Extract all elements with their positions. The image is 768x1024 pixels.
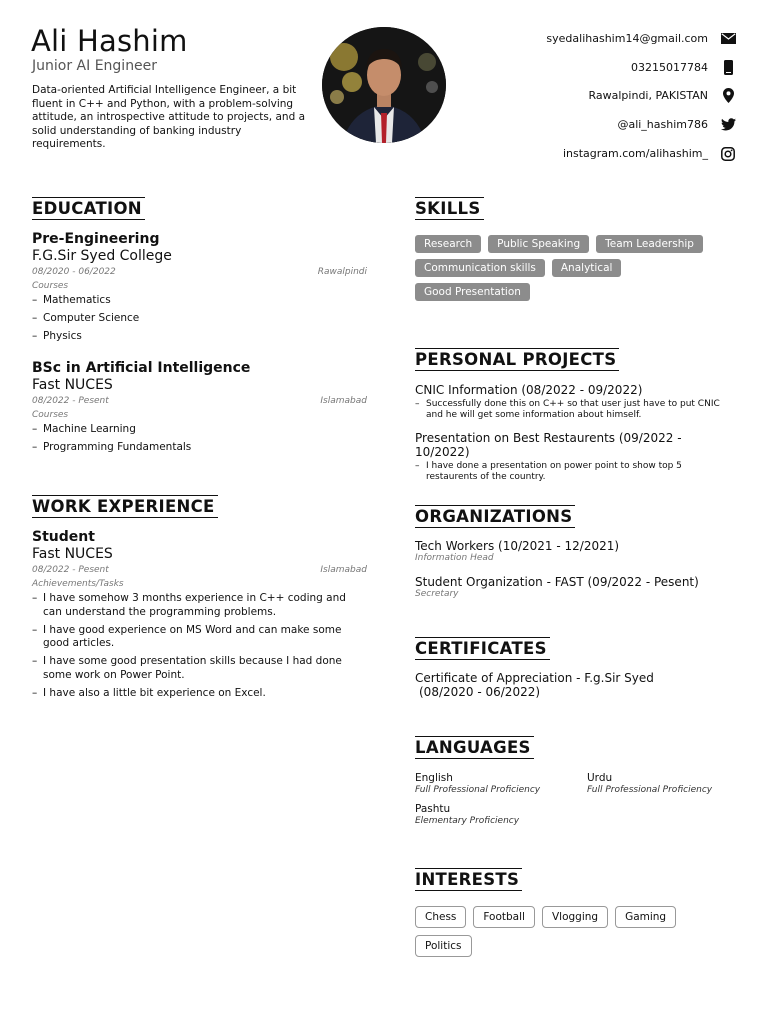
language-level: Full Professional Proficiency bbox=[415, 785, 541, 795]
job-title: Junior AI Engineer bbox=[32, 58, 158, 74]
interests-heading: INTERESTS bbox=[415, 870, 522, 889]
skills-list bbox=[415, 235, 737, 301]
skill-tag: Good Presentation bbox=[415, 283, 530, 301]
contact-instagram[interactable] bbox=[496, 139, 736, 168]
courses-label: Courses bbox=[32, 281, 69, 291]
task-item: – I have also a little bit experience on Excel. bbox=[32, 687, 367, 701]
profile-photo bbox=[322, 27, 446, 143]
language-level: Elementary Proficiency bbox=[415, 816, 520, 826]
certificates-heading: CERTIFICATES bbox=[415, 639, 550, 658]
interest-tag: Chess bbox=[415, 906, 466, 928]
contact-twitter[interactable] bbox=[496, 110, 736, 139]
language-item bbox=[587, 772, 737, 795]
organization-role: Secretary bbox=[415, 589, 459, 599]
certificate-dates: (08/2020 - 06/2022) bbox=[419, 685, 541, 699]
contact-phone-text: 03215017784 bbox=[631, 60, 708, 74]
contact-email-text: syedalihashim14@gmail.com bbox=[546, 31, 708, 45]
languages-list bbox=[415, 772, 737, 826]
skills-heading: SKILLS bbox=[415, 199, 484, 218]
contact-location bbox=[496, 82, 736, 111]
projects-heading: PERSONAL PROJECTS bbox=[415, 350, 619, 369]
education-dates: 08/2022 - Pesent bbox=[32, 396, 109, 406]
contact-location-text: Rawalpindi, PAKISTAN bbox=[588, 89, 708, 103]
education-location: Islamabad bbox=[320, 396, 367, 406]
education-location: Rawalpindi bbox=[317, 267, 367, 277]
work-organization: Fast NUCES bbox=[32, 546, 113, 562]
organization-role: Information Head bbox=[415, 553, 494, 563]
course-item: – Mathematics bbox=[32, 294, 367, 308]
courses-label: Courses bbox=[32, 410, 69, 420]
skill-tag: Team Leadership bbox=[596, 235, 703, 253]
organization-entry bbox=[415, 575, 737, 599]
language-level: Full Professional Proficiency bbox=[587, 785, 713, 795]
work-dates: 08/2022 - Pesent bbox=[32, 565, 109, 575]
education-meta bbox=[32, 396, 367, 406]
project-title: Presentation on Best Restaurents (09/2022 - 10/2022) bbox=[415, 431, 682, 459]
education-degree: Pre-Engineering bbox=[32, 231, 160, 247]
skill-tag: Research bbox=[415, 235, 481, 253]
task-item: – I have some good presentation skills because I had done some work on Power Point. bbox=[32, 655, 367, 682]
organizations-heading: ORGANIZATIONS bbox=[415, 507, 575, 526]
contact-list bbox=[496, 24, 736, 168]
candidate-name: Ali Hashim bbox=[31, 24, 188, 58]
contact-phone[interactable] bbox=[496, 53, 736, 82]
task-item: – I have good experience on MS Word and can make some good articles. bbox=[32, 624, 367, 651]
project-description: – I have done a presentation on power point to show top 5 restaurents of the country. bbox=[415, 461, 715, 482]
skill-tag: Public Speaking bbox=[488, 235, 589, 253]
work-location: Islamabad bbox=[320, 565, 367, 575]
education-dates: 08/2020 - 06/2022 bbox=[32, 267, 116, 277]
course-item: – Computer Science bbox=[32, 312, 367, 326]
project-entry bbox=[415, 431, 737, 482]
course-item: – Machine Learning bbox=[32, 423, 367, 437]
language-name: Pashtu bbox=[415, 803, 451, 815]
education-entry bbox=[32, 360, 367, 459]
interests-list bbox=[415, 906, 737, 957]
education-school: Fast NUCES bbox=[32, 377, 113, 393]
course-item: – Programming Fundamentals bbox=[32, 441, 367, 455]
interest-tag: Vlogging bbox=[542, 906, 608, 928]
language-item bbox=[415, 772, 587, 795]
certificate-entry bbox=[415, 671, 737, 699]
phone-icon bbox=[720, 59, 736, 75]
twitter-icon bbox=[720, 117, 736, 133]
task-item: – I have somehow 3 months experience in C++ coding and can understand the programming problems. bbox=[32, 592, 367, 619]
project-description: – Successfully done this on C++ so that user just have to put CNIC and he will get some information about himself. bbox=[415, 399, 725, 420]
location-icon bbox=[720, 88, 736, 104]
education-degree: BSc in Artificial Intelligence bbox=[32, 360, 251, 376]
profile-summary: Data-oriented Artificial Intelligence Engineer, a bit fluent in C++ and Python, with a problem-solving attitude, an introspective attitude to projects, and a solid understanding of banking industry requirements. bbox=[32, 84, 306, 150]
profile-photo-image bbox=[322, 27, 446, 143]
certificate-title: Certificate of Appreciation - F.g.Sir Syed bbox=[415, 671, 654, 685]
work-meta bbox=[32, 565, 367, 575]
education-meta bbox=[32, 267, 367, 277]
email-icon bbox=[720, 30, 736, 46]
work-entry bbox=[32, 529, 367, 705]
organization-entry bbox=[415, 539, 737, 563]
skill-tag: Analytical bbox=[552, 259, 622, 277]
task-list bbox=[32, 592, 367, 700]
skill-tag: Communication skills bbox=[415, 259, 545, 277]
language-item bbox=[415, 803, 587, 826]
work-position: Student bbox=[32, 529, 95, 545]
course-list bbox=[32, 294, 367, 344]
contact-email[interactable] bbox=[496, 24, 736, 53]
education-heading: EDUCATION bbox=[32, 199, 145, 218]
instagram-icon bbox=[720, 146, 736, 162]
work-experience-heading: WORK EXPERIENCE bbox=[32, 497, 218, 516]
project-title: CNIC Information (08/2022 - 09/2022) bbox=[415, 383, 643, 397]
interest-tag: Football bbox=[473, 906, 535, 928]
language-name: Urdu bbox=[587, 772, 613, 784]
education-entry bbox=[32, 231, 367, 348]
contact-twitter-text: @ali_hashim786 bbox=[617, 118, 708, 132]
course-list bbox=[32, 423, 367, 455]
languages-heading: LANGUAGES bbox=[415, 738, 534, 757]
tasks-label: Achievements/Tasks bbox=[32, 579, 124, 589]
contact-instagram-text: instagram.com/alihashim_ bbox=[562, 147, 708, 161]
project-entry bbox=[415, 383, 737, 420]
interest-tag: Politics bbox=[415, 935, 472, 957]
organization-title: Tech Workers (10/2021 - 12/2021) bbox=[415, 539, 620, 553]
education-school: F.G.Sir Syed College bbox=[32, 248, 172, 264]
language-name: English bbox=[415, 772, 453, 784]
course-item: – Physics bbox=[32, 330, 367, 344]
organization-title: Student Organization - FAST (09/2022 - Pesent) bbox=[415, 575, 699, 589]
interest-tag: Gaming bbox=[615, 906, 676, 928]
